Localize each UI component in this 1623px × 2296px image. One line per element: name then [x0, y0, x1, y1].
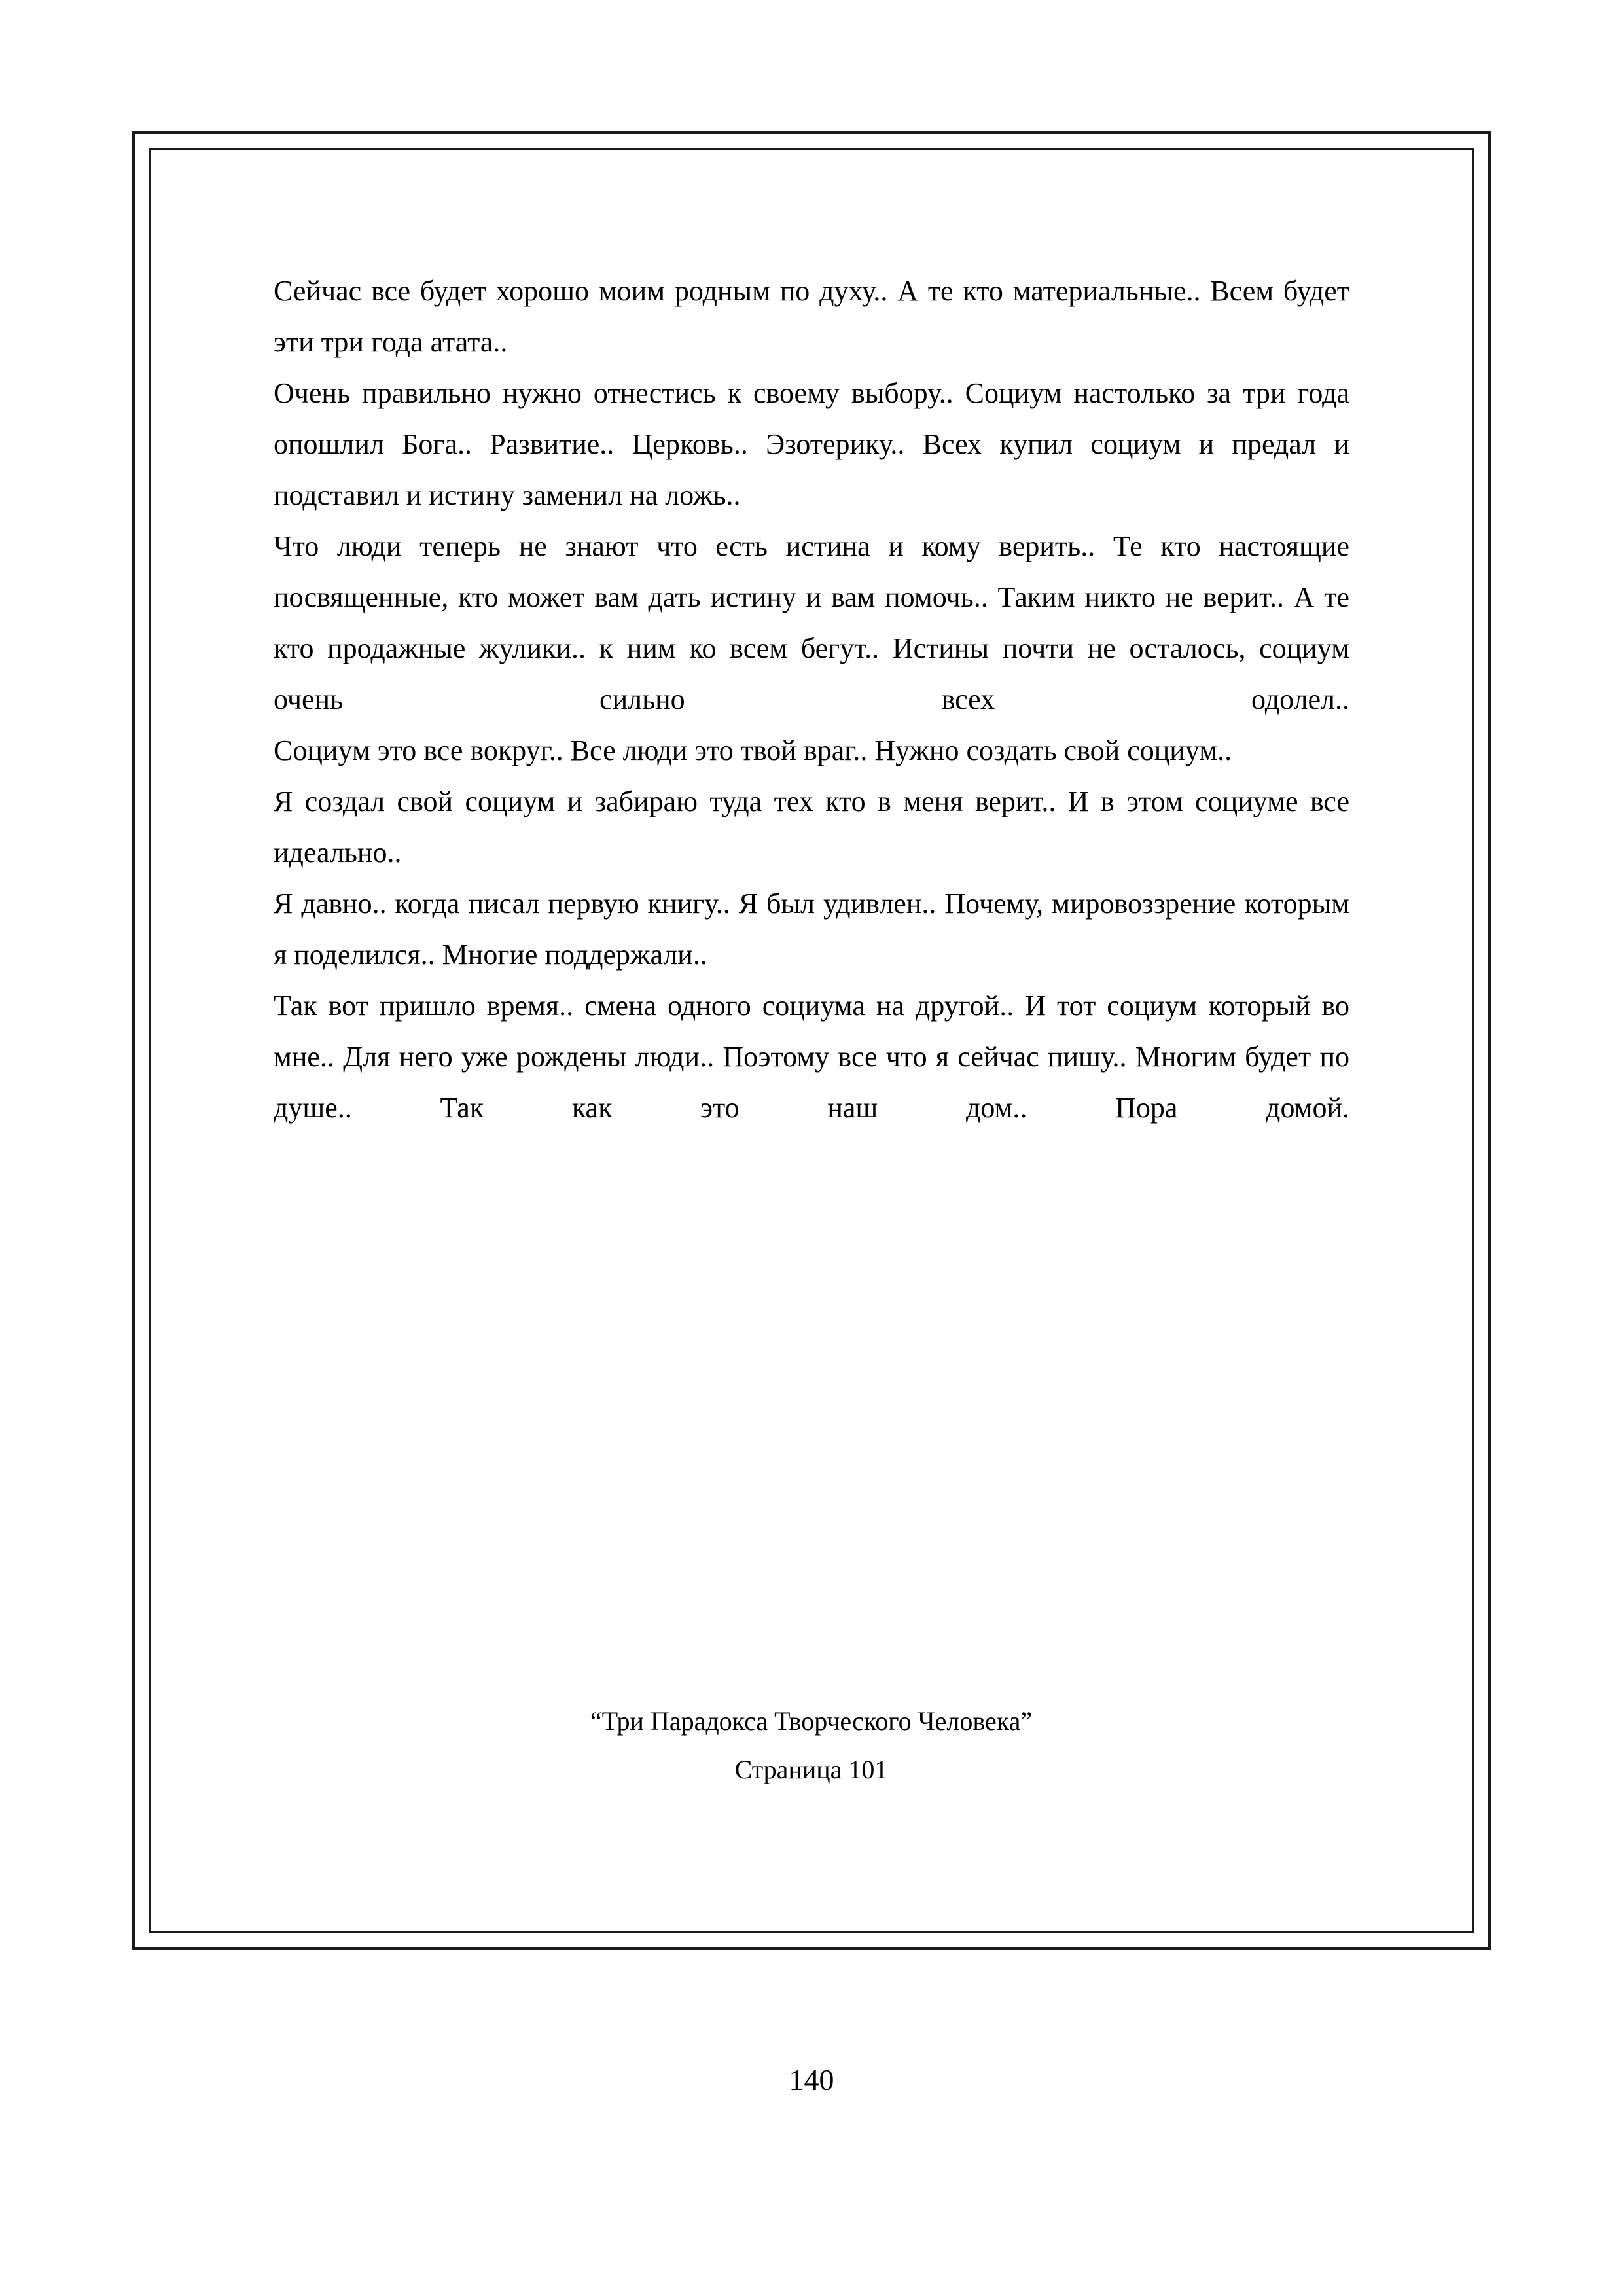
body-paragraph: Я давно.. когда писал первую книгу.. Я был удивлен.. Почему, мировоззрение которым я поделился.. Многие поддержали.. — [274, 888, 1349, 971]
body-text-column — [274, 266, 1349, 1134]
body-paragraph: Так вот пришло время.. смена одного социума на другой.. И тот социум который во мне.. Для него уже рождены люди.. Поэтому все что я сейчас пишу.. Многим будет по душе.. Так как это наш дом.. Пора домой. — [274, 990, 1349, 1124]
body-paragraph: Что люди теперь не знают что есть истина и кому верить.. Те кто настоящие посвященные, кто может вам дать истину и вам помочь.. Таким никто не верит.. А те кто продажные жулики.. к ним ко всем бегут.. Истины почти не осталось, социум очень сильно всех одолел.. — [274, 530, 1349, 715]
body-paragraph: Сейчас все будет хорошо моим родным по духу.. А те кто материальные.. Всем будет эти три года атата.. — [274, 275, 1349, 358]
footer-book-title: “Три Парадокса Творческого Человека” — [590, 1706, 1033, 1736]
body-paragraph: Я создал свой социум и забираю туда тех кто в меня верит.. И в этом социуме все идеально.. — [274, 785, 1349, 869]
body-paragraph: Социум это все вокруг.. Все люди это твой враг.. Нужно создать свой социум.. — [274, 734, 1232, 766]
footer-page-label: Страница 101 — [734, 1755, 888, 1784]
page-footer — [149, 1702, 1474, 1789]
body-paragraph: Очень правильно нужно отнестись к своему выбору.. Социум настолько за три года опошлил Бога.. Развитие.. Церковь.. Эзотерику.. Всех купил социум и предал и подставил и истину заменил на ложь.. — [274, 377, 1349, 511]
sheet-number: 140 — [789, 2063, 834, 2096]
